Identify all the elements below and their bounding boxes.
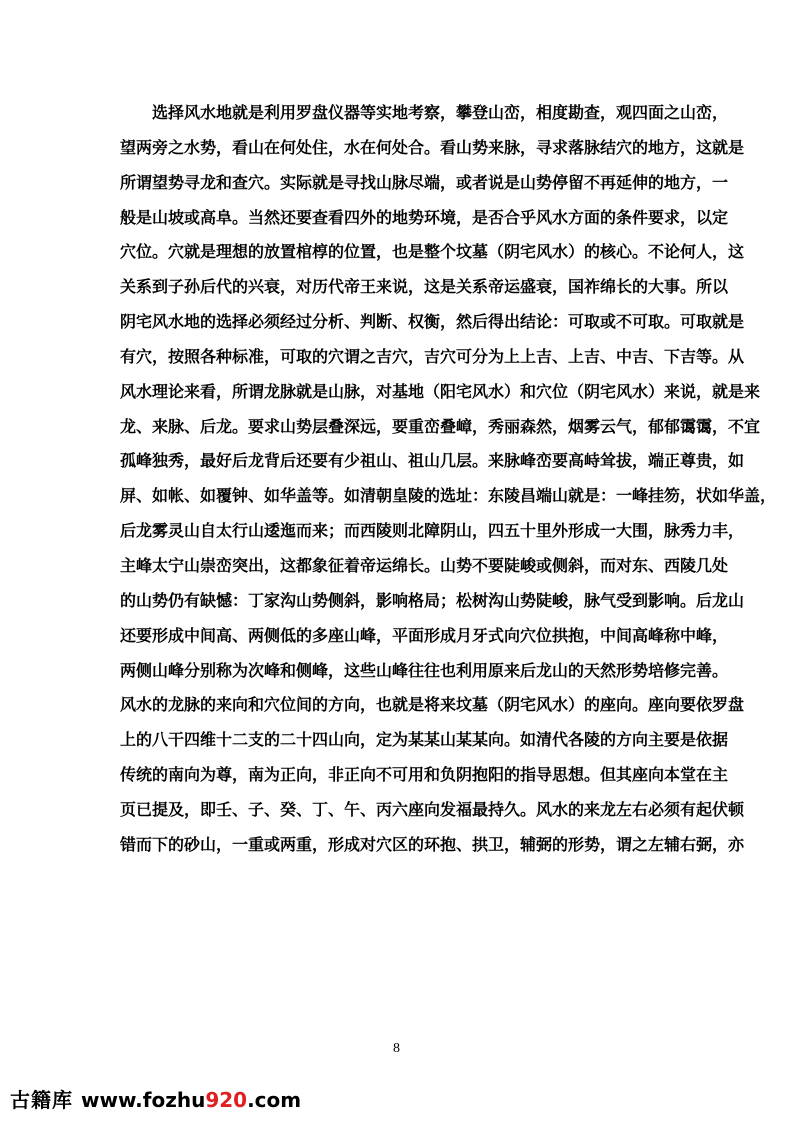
- text-line-18: 风水的龙脉的来向和穴位间的方向，也就是将来坟墓（阴宅风水）的座向。座向要依罗盘: [120, 695, 745, 715]
- watermark-url-prefix: www.fozhu: [81, 1088, 206, 1112]
- text-line-11: 孤峰独秀，最好后龙背后还要有少祖山、祖山几层。来脉峰峦要高峙耸拔，端正尊贵，如: [120, 451, 745, 471]
- text-line-7: 阴宅风水地的选择必须经过分析、判断、权衡，然后得出结论：可取或不可取。可取就是: [120, 312, 745, 332]
- text-line-21: 页已提及，即壬、子、癸、丁、午、丙六座向发福最持久。风水的来龙左右必须有起伏顿: [120, 799, 745, 819]
- watermark-name: 古籍库: [10, 1088, 73, 1112]
- watermark-url-suffix: .com: [247, 1088, 302, 1112]
- text-line-2: 望两旁之水势，看山在何处住，水在何处合。看山势来脉，寻求落脉结穴的地方，这就是: [120, 137, 745, 157]
- text-line-20: 传统的南向为尊，南为正向，非正向不可用和负阴抱阳的指导思想。但其座向本堂在主: [120, 765, 729, 785]
- text-line-15: 的山势仍有缺憾：丁家沟山势侧斜，影响格局；松树沟山势陡峻，脉气受到影响。后龙山: [120, 590, 745, 610]
- text-line-4: 般是山坡或高阜。当然还要查看四外的地势环境，是否合乎风水方面的条件要求，以定: [120, 207, 729, 227]
- text-line-12: 屏、如帐、如覆钟、如华盖等。如清朝皇陵的选址：东陵昌端山就是：一峰挂笏，状如华盖，: [120, 486, 777, 506]
- text-line-19: 上的八干四维十二支的二十四山向，定为某某山某某向。如清代各陵的方向主要是依据: [120, 730, 729, 750]
- text-line-3: 所谓望势寻龙和查穴。实际就是寻找山脉尽端，或者说是山势停留不再延伸的地方，一: [120, 172, 729, 192]
- text-line-16: 还要形成中间高、两侧低的多座山峰，平面形成月牙式向穴位拱抱，中间高峰称中峰，: [120, 625, 729, 645]
- text-line-5: 穴位。穴就是理想的放置棺椁的位置，也是整个坟墓（阴宅风水）的核心。不论何人，这: [120, 242, 745, 262]
- watermark-url-number: 920: [205, 1088, 248, 1112]
- text-line-14: 主峰太宁山崇峦突出，这都象征着帝运绵长。山势不要陡峻或侧斜，而对东、西陵几处: [120, 555, 729, 575]
- text-line-8: 有穴，按照各种标准，可取的穴谓之吉穴，吉穴可分为上上吉、上吉、中吉、下吉等。从: [120, 346, 745, 366]
- text-line-1: 选择风水地就是利用罗盘仪器等实地考察，攀登山峦，相度勘查，观四面之山峦，: [152, 103, 729, 122]
- text-line-22: 错而下的砂山，一重或两重，形成对穴区的环抱、拱卫，辅弼的形势，谓之左辅右弼，亦: [120, 834, 745, 854]
- text-line-10: 龙、来脉、后龙。要求山势层叠深远，要重峦叠嶂，秀丽森然，烟雾云气，郁郁霭霭，不宜: [120, 416, 761, 436]
- page-number: 8: [393, 1041, 400, 1056]
- text-line-13: 后龙雾灵山自太行山逶迤而来；而西陵则北障阴山，四五十里外形成一大围，脉秀力丰，: [120, 521, 745, 541]
- document-body: [120, 96, 777, 863]
- text-line-9: 风水理论来看，所谓龙脉就是山脉，对基地（阳宅风水）和穴位（阴宅风水）来说，就是来: [120, 381, 761, 401]
- text-line-6: 关系到子孙后代的兴衰，对历代帝王来说，这是关系帝运盛衰，国祚绵长的大事。所以: [120, 277, 729, 297]
- text-line-17: 两侧山峰分别称为次峰和侧峰，这些山峰往往也利用原来后龙山的天然形势培修完善。: [120, 660, 729, 680]
- footer-watermark: [10, 1085, 301, 1115]
